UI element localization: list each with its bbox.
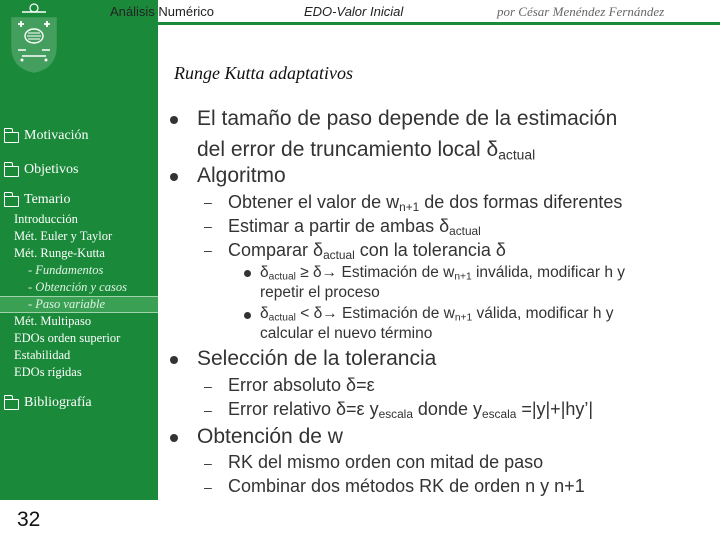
nav-item-edos-rigidas[interactable]: EDOs rígidas [14,365,82,379]
folder-icon [4,166,19,177]
subscript: n+1 [399,199,420,214]
delta-symbol: δ [313,240,324,260]
dash-marker: – [204,194,212,210]
folder-icon [4,399,19,410]
subscript: actual [323,247,355,262]
subscript: escala [378,406,413,421]
dash-marker: – [204,378,212,394]
subscript: actual [449,223,481,238]
nav-temario-label: Temario [24,192,71,207]
nav-subitem-fundamentos[interactable]: - Fundamentos [28,263,104,277]
nav-motivacion[interactable] [4,128,89,144]
slide-subtitle: Runge Kutta adaptativos [174,63,353,83]
algorithm-step-3-text: Comparar [228,240,314,260]
delta-symbol: δ [486,138,499,161]
dash-marker: – [204,479,212,495]
bullet-icon [244,312,251,319]
nav-item-multipaso[interactable]: Mét. Multipaso [14,314,92,328]
header-divider [158,22,720,25]
tolerance-relative-text: Error relativo δ=ε y [228,399,379,419]
bullet-icon [170,434,178,442]
point-step-size-cont [197,138,535,162]
subscript: n+1 [454,271,472,283]
point-step-size-text: El tamaño de paso depende de la estimación [197,107,618,130]
bullet-icon [170,356,178,364]
algorithm-step-3-post: con la tolerancia [354,240,496,260]
algorithm-step-2 [228,216,481,238]
slide-number: 32 [17,508,41,531]
header-author: por César Menéndez Fernández [497,4,665,19]
nav-subitem-paso-variable[interactable]: - Paso variable [0,296,158,313]
point-step-size [197,107,617,131]
subscript: actual [268,271,296,283]
subscript: actual [268,312,296,324]
compare-case-invalid-cont: repetir el proceso [260,284,380,301]
obtaining-w-option-2: Combinar dos métodos RK de orden n y n+1 [228,476,585,496]
dash-marker: – [204,402,212,418]
algorithm-step-3 [228,240,506,262]
dash-marker: – [204,218,212,234]
subscript: escala [481,406,517,421]
delta-symbol: δ [495,240,506,260]
nav-item-estabilidad[interactable]: Estabilidad [14,348,71,362]
nav-objetivos[interactable] [4,162,78,178]
compare-case-invalid [260,264,625,283]
tolerance-relative-mid: donde y [412,399,482,419]
nav-subitem-obtencion-casos[interactable]: - Obtención y casos [28,280,127,294]
nav-bibliografia-label: Bibliografía [24,395,92,410]
compare-case-invalid-post: inválida, modificar h y [471,264,626,281]
algorithm-step-1-text: Obtener el valor de w [228,192,400,212]
delta-symbol: δ [260,264,269,281]
subscript: n+1 [454,312,473,324]
university-crest-logo [8,2,60,74]
delta-symbol: δ [260,305,269,322]
bullet-icon [244,270,251,277]
point-tolerance: Selección de la tolerancia [197,347,437,370]
folder-icon [4,132,19,143]
algorithm-step-2-text: Estimar a partir de ambas [228,216,440,236]
nav-objetivos-label: Objetivos [24,162,79,177]
point-step-size-text-2: del error de truncamiento local [197,138,487,161]
obtaining-w-option-1: RK del mismo orden con mitad de paso [228,452,544,472]
delta-symbol: δ [439,216,450,236]
bullet-icon [170,116,178,124]
tolerance-absolute: Error absoluto δ=ε [228,375,375,395]
compare-case-valid-text: < δ→ Estimación de w [295,305,455,322]
bullet-icon [170,173,178,181]
dash-marker: – [204,242,212,258]
folder-open-icon [4,196,19,207]
compare-case-valid [260,305,614,324]
nav-motivacion-label: Motivación [24,128,89,143]
nav-bibliografia[interactable] [4,395,92,411]
nav-item-introduccion[interactable]: Introducción [14,212,78,226]
nav-item-runge-kutta[interactable]: Mét. Runge-Kutta [14,246,105,260]
compare-case-invalid-text: ≥ δ→ Estimación de w [295,264,455,281]
nav-item-euler-taylor[interactable]: Mét. Euler y Taylor [14,229,113,243]
algorithm-step-1-post: de dos formas diferentes [419,192,623,212]
compare-case-valid-cont: calcular el nuevo término [260,325,433,342]
nav-temario[interactable] [4,192,70,208]
point-algorithm: Algoritmo [197,164,286,187]
compare-case-valid-post: válida, modificar h y [472,305,614,322]
subscript: actual [498,146,536,163]
header-topic: EDO-Valor Inicial [304,4,404,19]
tolerance-relative [228,399,593,421]
header-course-title: Análisis Numérico [110,4,215,19]
dash-marker: – [204,455,212,471]
algorithm-step-1 [228,192,622,214]
point-obtaining-w: Obtención de w [197,425,343,448]
nav-item-orden-superior[interactable]: EDOs orden superior [14,331,121,345]
tolerance-relative-post: =|y|+|hy’| [516,399,594,419]
